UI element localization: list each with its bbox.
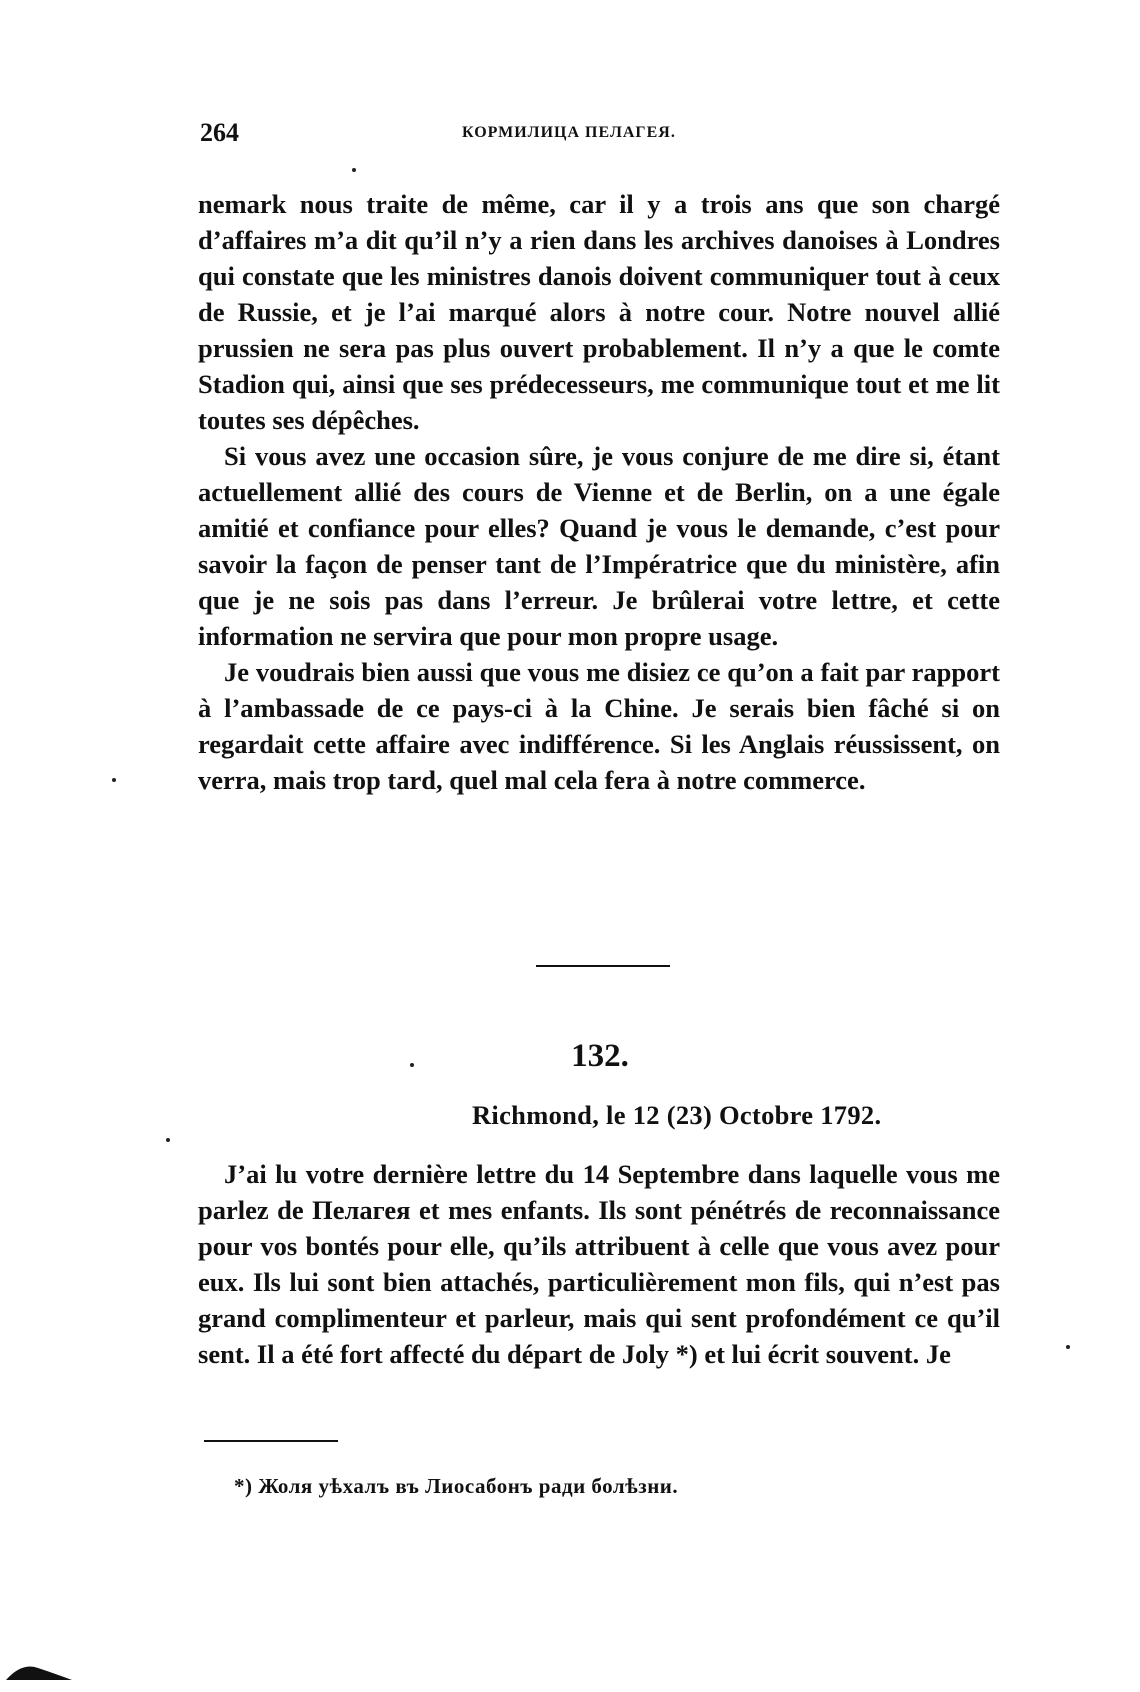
letter-132-body <box>198 1156 1000 1372</box>
paragraph: Je voudrais bien aussi que vous me disiez ce qu’on a fait par rapport à l’ambassade de ce pays-ci à la Chine. Je serais bien fâché si on regardait cette affaire avec indifférence. Si les Anglais réussissent, on verra, mais trop tard, quel mal cela fera à notre commerce. <box>198 657 1000 795</box>
scan-speck <box>1066 1345 1070 1349</box>
page-number: 264 <box>200 118 239 147</box>
letter-dateline: Richmond, le 12 (23) Octobre 1792. <box>472 1100 882 1130</box>
paragraph: Si vous avez une occasion sûre, je vous conjure de me dire si, étant actuellement allié des cours de Vienne et de Berlin, on a une égale amitié et confiance pour elles? Quand je vous le demande, c’est pour savoir la façon de penser tant de l’Impératrice que du ministère, afin que je ne sois pas dans l’erreur. Je brûlerai votre lettre, et cette information ne servira que pour mon propre usage. <box>198 441 1000 651</box>
paragraph: nemark nous traite de même, car il y a trois ans que son chargé d’affaires m’a dit qu’il n’y a rien dans les archives danoises à Londres qui constate que les ministres danois doivent communiquer tout à ceux de Russie, et je l’ai marqué alors à notre cour. Notre nouvel allié prussien ne sera pas plus ouvert probablement. Il n’y a que le comte Stadion qui, ainsi que ses prédecesseurs, me communique tout et me lit toutes ses dépêches. <box>198 189 1000 435</box>
scan-edge-mark <box>4 1660 74 1682</box>
letter-number: 132. <box>571 1038 629 1074</box>
scan-speck <box>112 778 116 782</box>
running-head <box>200 118 1010 158</box>
footnote-rule <box>204 1440 338 1442</box>
letter-131-continuation <box>198 186 1000 798</box>
running-title: КОРМИЛИЦА ПЕЛАГЕЯ. <box>462 124 676 141</box>
scan-speck <box>410 1063 414 1067</box>
scan-speck <box>166 1138 170 1142</box>
scan-speck <box>352 168 356 172</box>
section-separator <box>536 965 670 967</box>
paragraph: J’ai lu votre dernière lettre du 14 Septembre dans laquelle vous me parlez de Пелагея et mes enfants. Ils sont pénétrés de reconnaissance pour vos bontés pour elle, qu’ils attribuent à celle que vous avez pour eux. Ils lui sont bien attachés, particulièrement mon fils, qui n’est pas grand complimenteur et parleur, mais qui sent profondément ce qu’il sent. Il a été fort affecté du départ de Joly *) et lui écrit souvent. Je <box>198 1159 1000 1369</box>
footnote: *) Жоля уѣхалъ въ Лиосабонъ ради болѣзни. <box>234 1474 679 1498</box>
